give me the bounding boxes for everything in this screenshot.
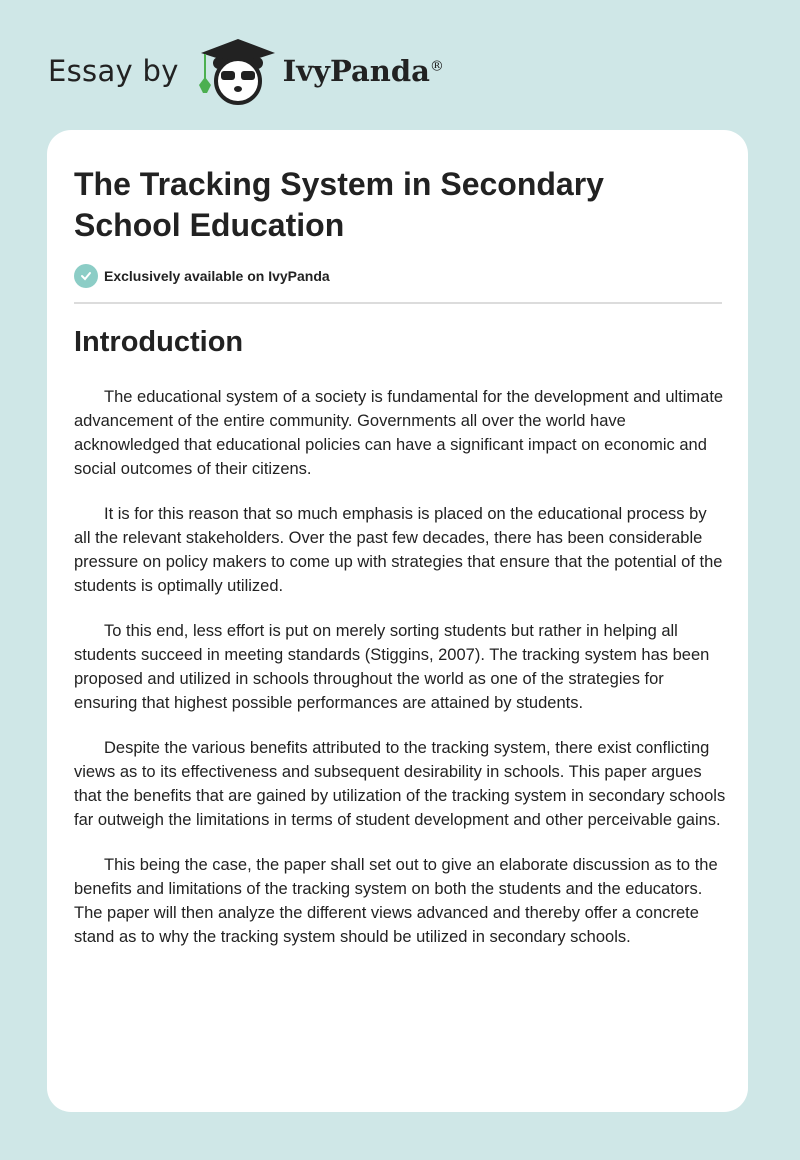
site-header: [48, 36, 444, 106]
section-heading: Introduction: [74, 326, 244, 358]
brand-text: IvyPanda: [282, 54, 430, 88]
brand-name[interactable]: [283, 54, 444, 88]
essay-body: [74, 385, 726, 970]
essay-by-label: Essay by: [48, 54, 179, 88]
check-icon: [74, 264, 98, 288]
registered-mark: ®: [429, 58, 444, 75]
paragraph: The educational system of a society is fundamental for the development and ultimate advancement of the entire community. Governments all over the world have acknowledged that educational policies can have a significant impact on economic and social outcomes of their citizens.: [74, 388, 724, 478]
paragraph: Despite the various benefits attributed to the tracking system, there exist conflicting views as to its effectiveness and subsequent desirability in schools. This paper argues that the benefits that are gained by utilization of the tracking system in secondary schools far outweigh the limitations in terms of student development and other perceivable gains.: [74, 739, 726, 829]
paragraph: This being the case, the paper shall set out to give an elaborate discussion as to the benefits and limitations of the tracking system on both the students and the educators. The paper will then analyze the different views advanced and thereby offer a concrete stand as to why the tracking system should be utilized in secondary schools.: [74, 856, 718, 946]
page-title: The Tracking System in Secondary School Education: [74, 166, 604, 243]
paragraph: To this end, less effort is put on merely sorting students but rather in helping all students succeed in meeting standards (Stiggins, 2007). The tracking system has been proposed and utilized in schools throughout the world as one of the strategies for ensuring that highest possible performances are attained by students.: [74, 622, 710, 712]
paragraph: It is for this reason that so much emphasis is placed on the educational process by all the relevant stakeholders. Over the past few decades, there has been considerable pressure on policy makers to come up with strategies that ensure that the potential of the students is optimally utilized.: [74, 505, 723, 595]
exclusive-badge: [74, 264, 330, 288]
divider: [74, 302, 722, 304]
essay-card: [47, 130, 748, 1112]
badge-label: Exclusively available on IvyPanda: [104, 268, 330, 284]
panda-logo-icon[interactable]: [197, 35, 279, 107]
